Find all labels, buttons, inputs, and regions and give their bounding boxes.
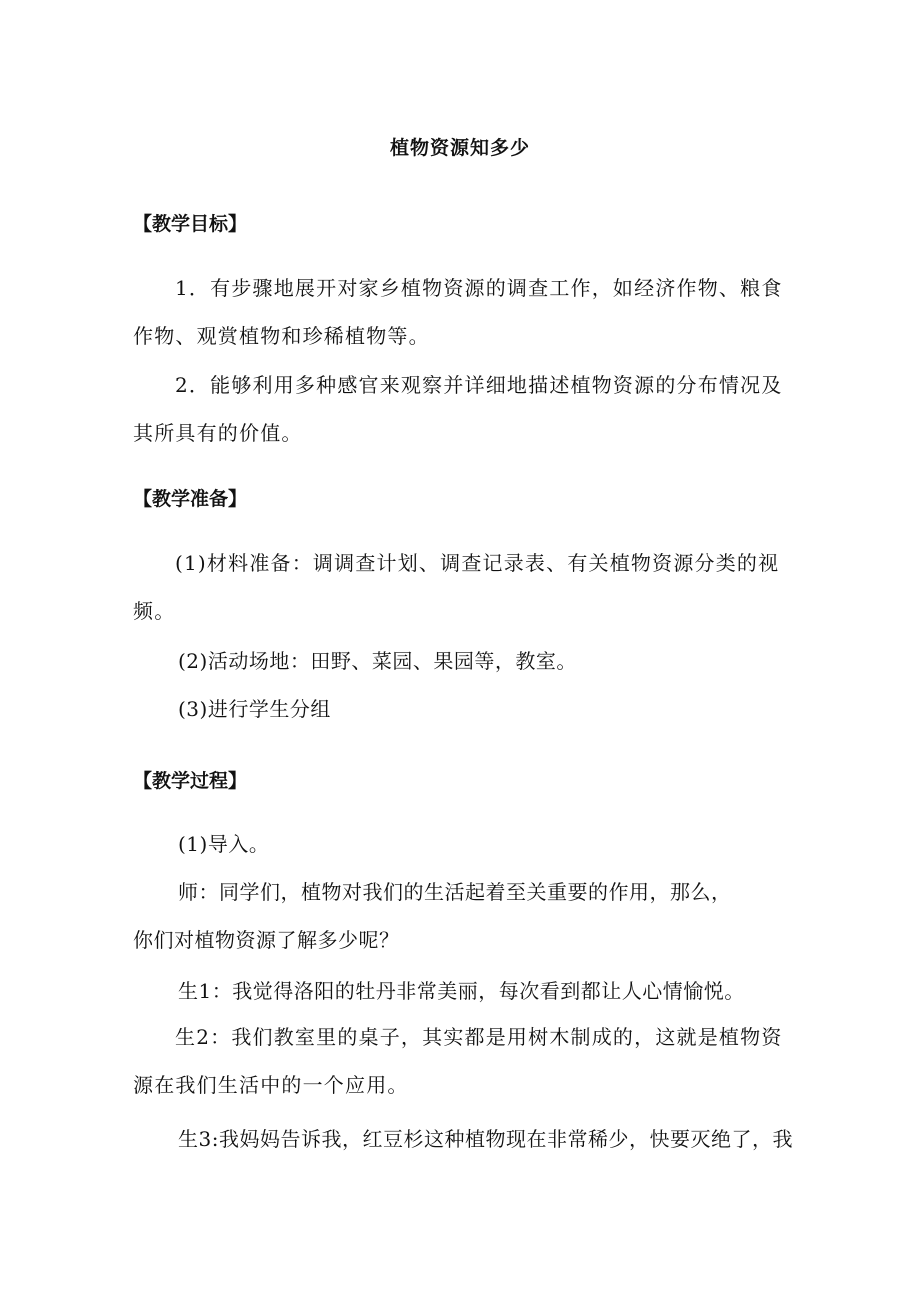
objective-item-1: 1．有步骤地展开对家乡植物资源的调查工作，如经济作物、粮食作物、观赏植物和珍稀植物等。 [133,276,783,348]
preparation-item-3: (3)进行学生分组 [178,697,331,721]
student-3-line: 生3:我妈妈告诉我，红豆杉这种植物现在非常稀少，快要灭绝了，我 [178,1127,793,1151]
student-1-line: 生1：我觉得洛阳的牡丹非常美丽，每次看到都让人心情愉悦。 [178,979,745,1003]
preparation-item-1: (1)材料准备：调调查计划、调查记录表、有关植物资源分类的视频。 [133,551,780,623]
heading-preparation: 【教学准备】 [133,488,248,510]
teacher-line-1: 师：同学们，植物对我们的生活起着至关重要的作用，那么， [178,880,732,904]
student-2-paragraph: 生2：我们教室里的桌子，其实都是用树木制成的，这就是植物资源在我们生活中的一个应用。 [133,1025,783,1097]
preparation-item-2: (2)活动场地：田野、菜园、果园等，教室。 [178,649,577,673]
objective-item-2: 2．能够利用多种感官来观察并详细地描述植物资源的分布情况及其所具有的价值。 [133,373,783,445]
heading-process: 【教学过程】 [133,770,248,792]
document-title: 植物资源知多少 [389,137,530,159]
process-intro: (1)导入。 [178,832,270,856]
teacher-line-2: 你们对植物资源了解多少呢？ [133,928,400,952]
heading-objectives: 【教学目标】 [133,213,248,235]
